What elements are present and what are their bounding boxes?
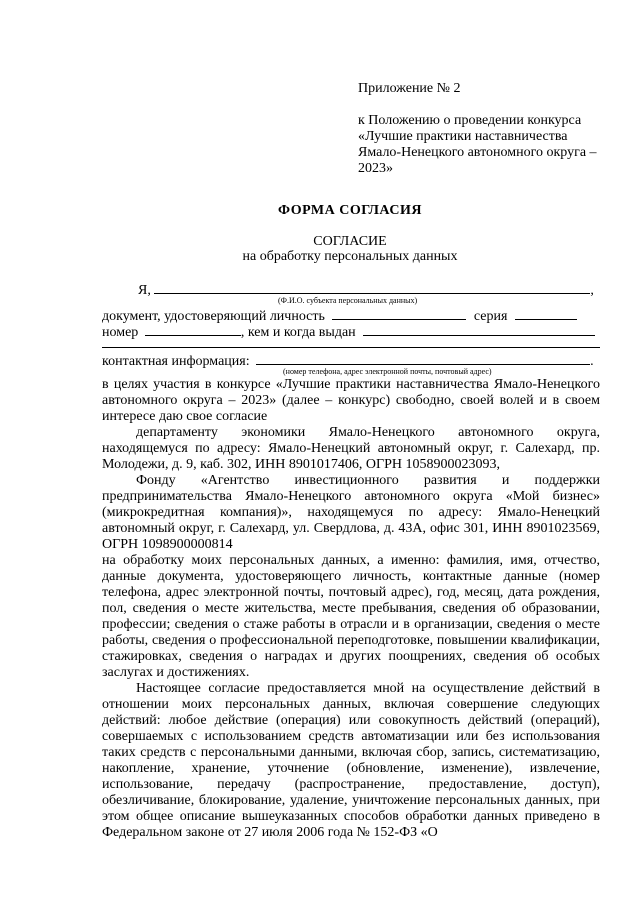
series-label: серия [473,309,508,324]
issued-field[interactable] [363,323,595,336]
paragraph-fund: Фонду «Агентство инвестиционного развития и поддержки предпринимательства Ямало-Ненецкого автономного округа «Мой бизнес» (микрокредитная компания)», находящемуся по адресу: Ямало-Ненецкий автономный округ, г. Салехард, ул. Свердлова, д. 43А, офис 301, ИНН 8901023569, ОГРН 1098900000814 [102,473,600,552]
contact-hint: (номер телефона, адрес электронной почты, почтовый адрес) [283,367,492,376]
appendix-number: Приложение № 2 [358,81,461,96]
i-end: , [590,283,594,298]
appendix-reference: к Положению о проведении конкурса «Лучшие практики наставничества Ямало-Ненецкого автономного округа – 2023» [358,113,597,176]
contact-label: контактная информация: [102,354,250,369]
consent-subtitle: на обработку персональных данных [242,249,458,264]
document-label: документ, удостоверяющий личность [102,309,325,324]
number-label: номер [102,325,139,340]
fio-field[interactable] [154,281,590,294]
form-title: ФОРМА СОГЛАСИЯ [278,203,422,218]
paragraph-data-list: на обработку моих персональных данных, а именно: фамилия, имя, отчество, данные документа, удостоверяющего личность, контактные данные (номер телефона, адрес электронной почты, почтовый адрес), год, месяц, дата рождения, пол, сведения о месте жительства, месте пребывания, сведения об образовании, профессии; сведения о стаже работы в отрасли и в организации, сведения о месте работы, сведения о профессиональной переподготовке, повышении квалификации, стажировках, сведения о наградах и других поощрениях, сведения об особых заслугах и достижениях. [102,553,600,680]
paragraph-department: департаменту экономики Ямало-Ненецкого автономного округа, находящемуся по адресу: Ямало-Ненецкий автономный округ, г. Салехард, пр. Молодежи, д. 9, каб. 302, ИНН 8901017406, ОГРН 1058900023093, [102,425,600,472]
issued-label: , кем и когда выдан [240,325,356,340]
paragraph-actions: Настоящее согласие предоставляется мной на осуществление действий в отношении моих персональных данных, включая совершение следующих действий: любое действие (операция) или совокупность действий (операций), совершаемых с использованием средств автоматизации или без использования таких средств с персональными данными, включая сбор, запись, систематизацию, накопление, хранение, уточнение (обновление, изменение), извлечение, использование, передачу (распространение, предоставление, доступ), обезличивание, блокирование, удаление, уничтожение персональных данных, при этом общее описание вышеуказанных способов обработки данных приведено в Федеральном законе от 27 июля 2006 года № 152-ФЗ «О [102,681,600,840]
i-label: Я, [138,283,151,298]
body-text [102,377,600,841]
appendix-block [358,81,608,177]
fio-hint: (Ф.И.О. субъекта персональных данных) [278,296,418,305]
series-field[interactable] [515,307,577,320]
blank-line[interactable] [102,347,600,348]
number-field[interactable] [145,323,241,336]
contact-field[interactable] [256,352,590,365]
document-field[interactable] [332,307,466,320]
consent-title: СОГЛАСИЕ [313,234,387,249]
contact-end: . [590,354,594,369]
paragraph-purpose: в целях участия в конкурсе «Лучшие практики наставничества Ямало-Ненецкого автономного округа – 2023» (далее – конкурс) свободно, своей волей и в своем интересе даю свое согласие [102,377,600,424]
number-line [102,323,595,341]
